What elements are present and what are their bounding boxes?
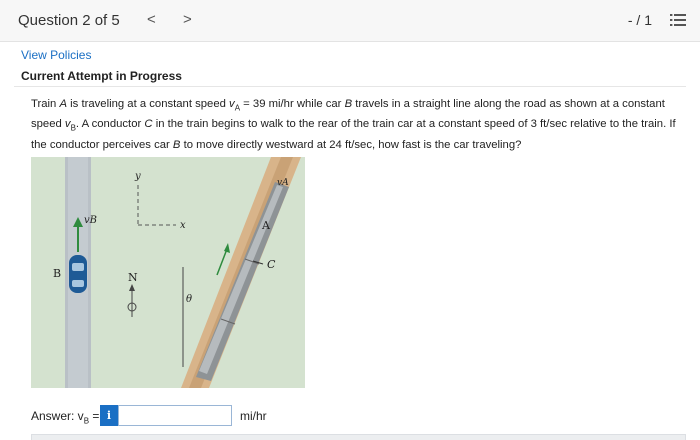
theta-label: θ (186, 294, 193, 305)
problem-statement: Train A is traveling at a constant speed $v_A = 39$ mi/hr while car B travels in a straight line along the road as shown at a constant speed $v_B$. A conductor C in the train begins to walk to the rear of the train car at a constant speed of 3 ft/sec relative to the train. If the conductor perceives car B to move directly westward at 24 ft/sec, how fast is the car traveling? (31, 98, 676, 151)
a-label: A (262, 219, 270, 232)
answer-unit: mi/hr (240, 409, 267, 423)
va-label: vA (277, 178, 289, 188)
y-axis-label: y (135, 171, 141, 182)
next-question-button[interactable]: > (183, 11, 192, 28)
question-score: - / 1 (627, 12, 652, 28)
x-axis-label: x (180, 220, 186, 231)
previous-question-button[interactable]: < (147, 11, 156, 28)
divider (14, 86, 686, 87)
info-button[interactable]: i (100, 405, 118, 426)
vb-label: vB (84, 215, 97, 226)
answer-input[interactable] (118, 405, 232, 426)
next-section-edge (31, 434, 686, 440)
question-counter: Question 2 of 5 (18, 12, 120, 29)
view-policies-link[interactable]: View Policies (21, 48, 92, 62)
car-b (69, 255, 87, 293)
problem-figure (31, 157, 305, 388)
list-icon[interactable] (670, 13, 686, 27)
b-label: B (53, 267, 62, 280)
question-header (0, 0, 700, 42)
attempt-status: Current Attempt in Progress (21, 69, 182, 83)
answer-label: Answer: $v_B$ = (31, 409, 100, 426)
north-label: N (128, 271, 138, 284)
c-label: C (267, 258, 276, 271)
